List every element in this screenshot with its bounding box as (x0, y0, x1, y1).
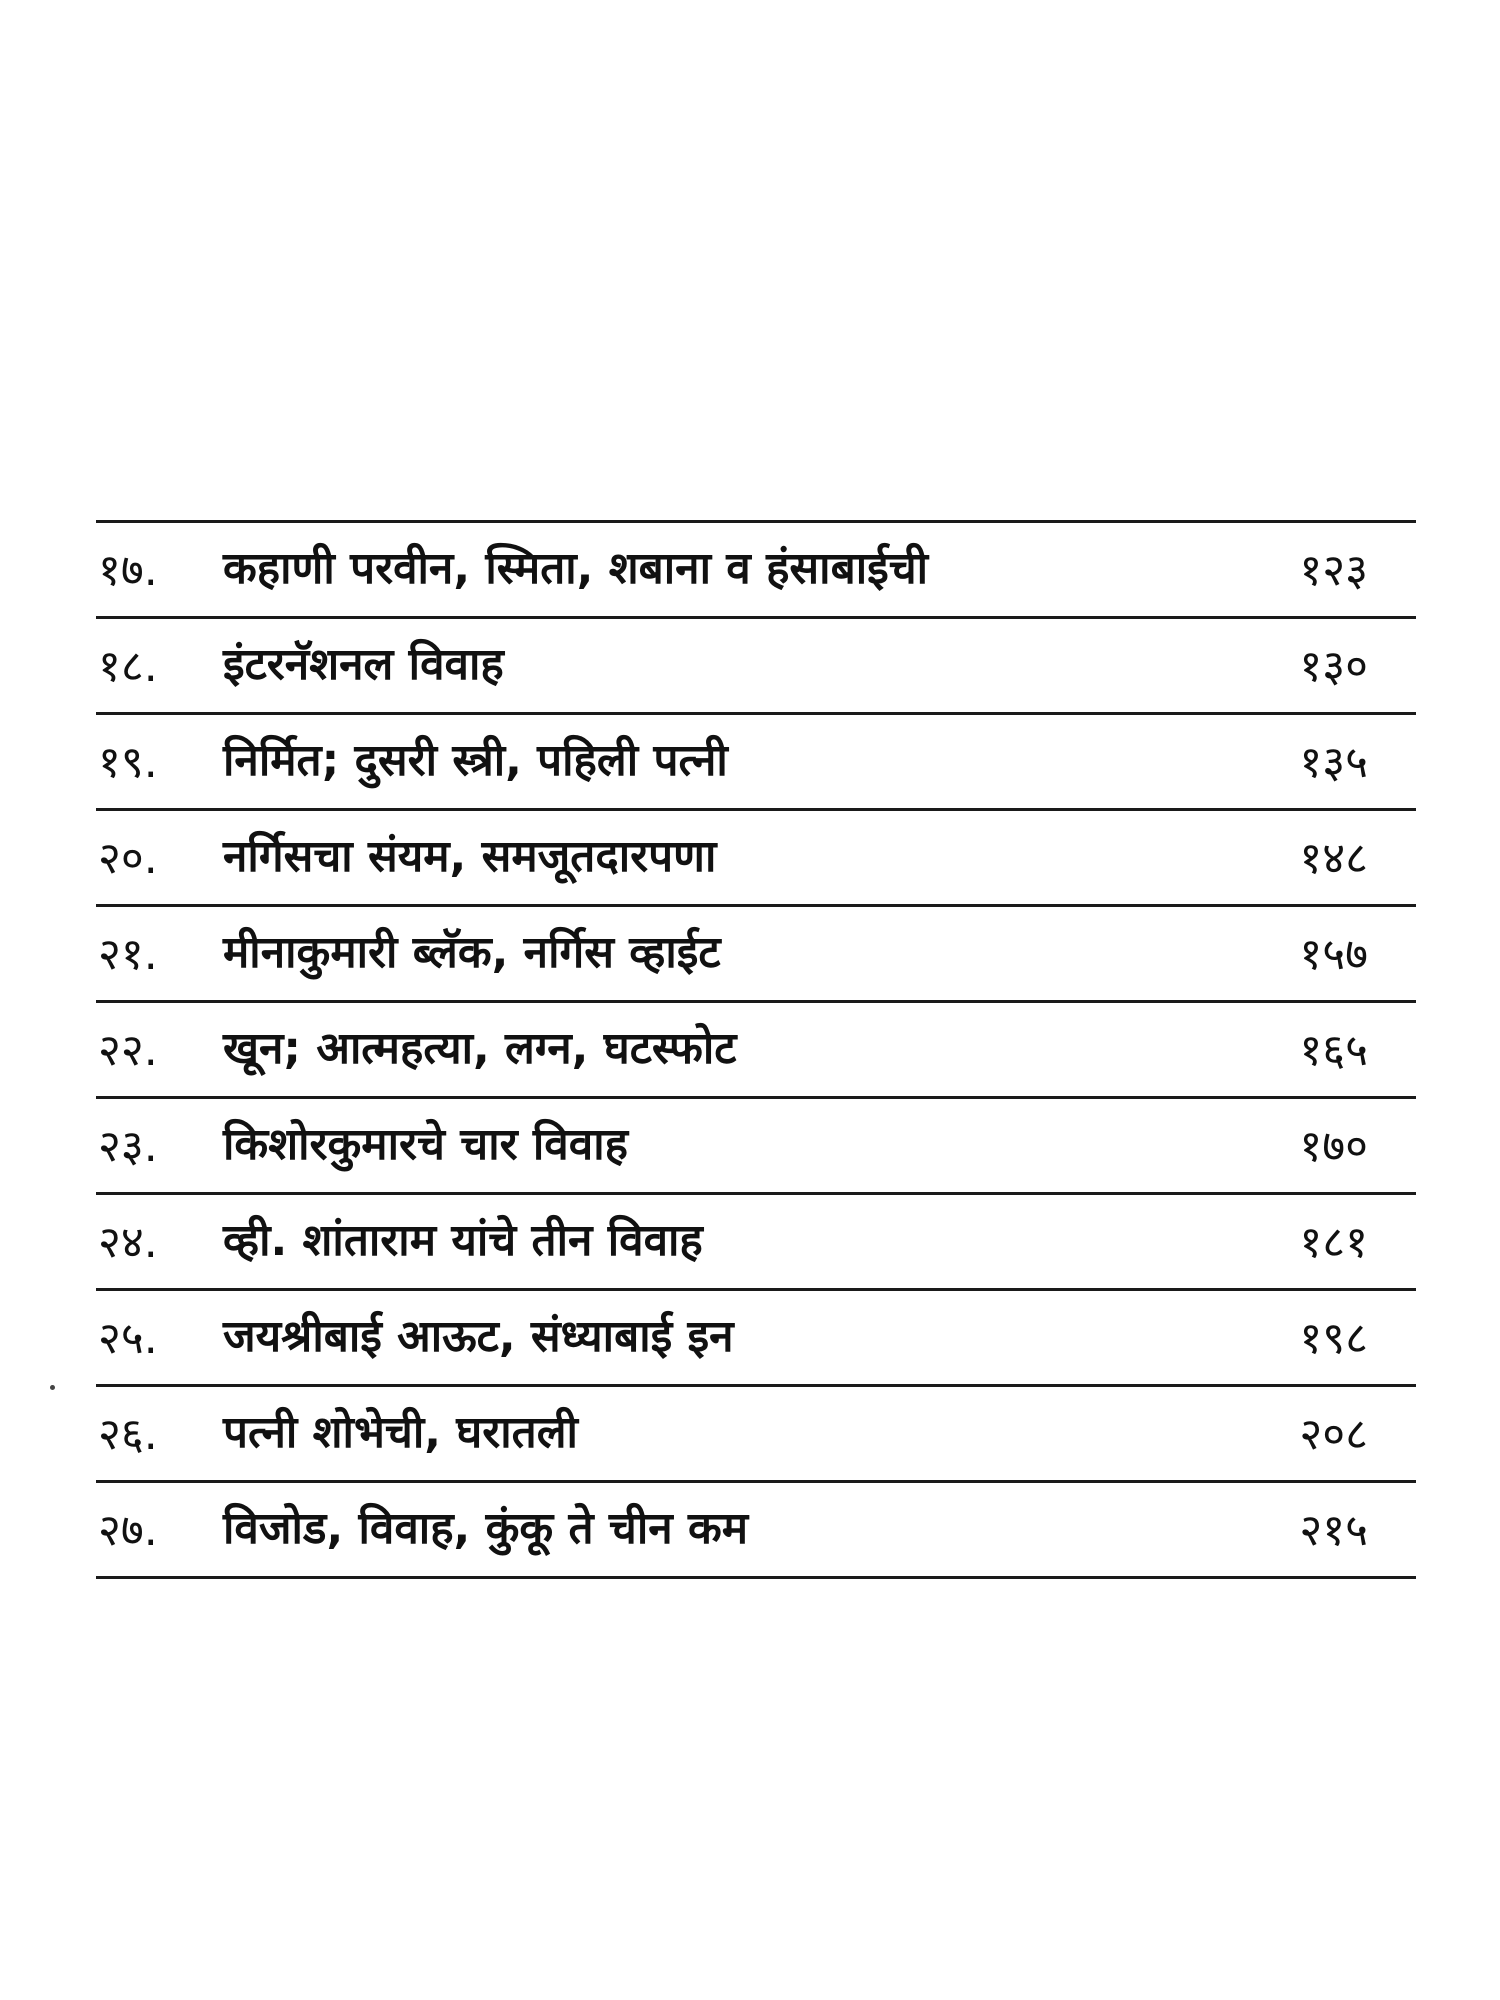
entry-page: २०८ (1299, 1409, 1368, 1460)
toc-entry (96, 1387, 1416, 1483)
entry-page: १२३ (1299, 545, 1368, 596)
toc-entry (96, 907, 1416, 1003)
entry-title: व्ही. शांताराम यांचे तीन विवाह (223, 1215, 703, 1266)
entry-number: १८. (98, 641, 158, 692)
entry-number: २२. (98, 1025, 158, 1076)
entry-page: १५७ (1299, 929, 1368, 980)
entry-page: १८१ (1299, 1217, 1368, 1268)
entry-title: निर्मित; दुसरी स्त्री, पहिली पत्नी (223, 735, 728, 786)
entry-number: २६. (98, 1409, 158, 1460)
toc-entry (96, 523, 1416, 619)
entry-number: २०. (98, 833, 158, 884)
entry-number: २१. (98, 929, 158, 980)
entry-title: खून; आत्महत्या, लग्न, घटस्फोट (223, 1023, 737, 1074)
entry-title: पत्नी शोभेची, घरातली (223, 1407, 578, 1458)
toc-entry (96, 619, 1416, 715)
entry-title: जयश्रीबाई आऊट, संध्याबाई इन (223, 1311, 734, 1362)
table-of-contents (96, 520, 1416, 1579)
entry-title: इंटरनॅशनल विवाह (223, 639, 504, 690)
toc-entry (96, 1291, 1416, 1387)
entry-number: १७. (98, 545, 158, 596)
entry-title: कहाणी परवीन, स्मिता, शबाना व हंसाबाईची (223, 543, 929, 594)
entry-title: नर्गिसचा संयम, समजूतदारपणा (223, 831, 717, 882)
entry-page: १७० (1299, 1121, 1368, 1172)
entry-page: १४८ (1299, 833, 1368, 884)
paper-speck (50, 1385, 55, 1390)
toc-entry (96, 1099, 1416, 1195)
entry-number: २४. (98, 1217, 158, 1268)
entry-page: १३५ (1299, 737, 1368, 788)
toc-entry (96, 715, 1416, 811)
toc-entry (96, 1195, 1416, 1291)
entry-number: १९. (98, 737, 158, 788)
entry-number: २५. (98, 1313, 158, 1364)
entry-title: मीनाकुमारी ब्लॅक, नर्गिस व्हाईट (223, 927, 721, 978)
entry-page: २१५ (1299, 1505, 1368, 1556)
entry-page: १६५ (1299, 1025, 1368, 1076)
entry-page: १३० (1299, 641, 1368, 692)
entry-title: विजोड, विवाह, कुंकू ते चीन कम (223, 1503, 749, 1554)
toc-entry (96, 811, 1416, 907)
toc-entry (96, 1003, 1416, 1099)
toc-entry (96, 1483, 1416, 1579)
entry-page: १९८ (1299, 1313, 1368, 1364)
entry-number: २७. (98, 1505, 158, 1556)
entry-title: किशोरकुमारचे चार विवाह (223, 1119, 628, 1170)
entry-number: २३. (98, 1121, 158, 1172)
